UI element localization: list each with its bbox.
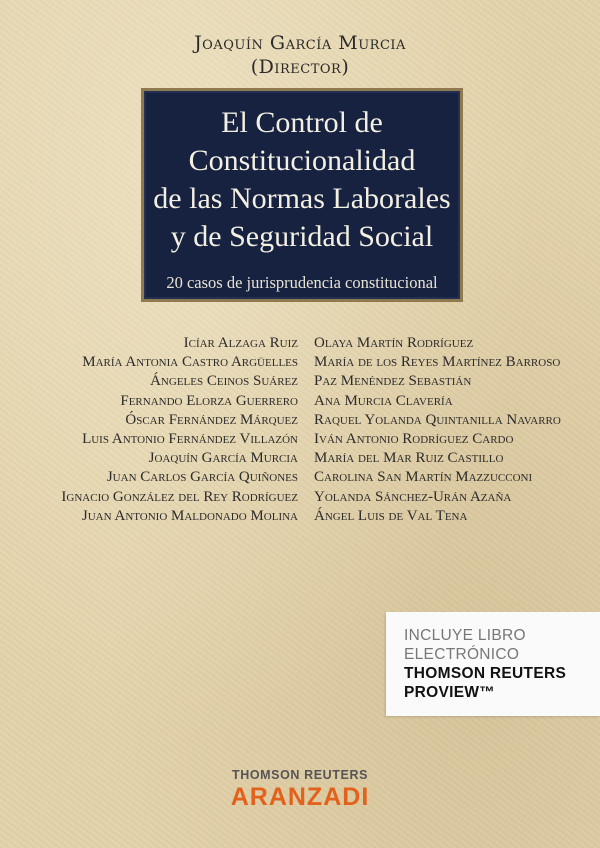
publisher-logo: ARANZADI <box>230 783 370 811</box>
badge-line-3: THOMSON REUTERS <box>404 665 567 682</box>
author-name: Fernando Elorza Guerrero <box>120 392 298 409</box>
author-name: María del Mar Ruiz Castillo <box>314 450 504 467</box>
authors-right-column <box>314 334 561 526</box>
author-name: Juan Carlos García Quiñones <box>106 469 298 486</box>
proview-badge <box>386 612 600 716</box>
author-name: Yolanda Sánchez-Urán Azaña <box>314 488 512 505</box>
author-name: Raquel Yolanda Quintanilla Navarro <box>314 411 561 428</box>
author-name: Luis Antonio Fernández Villazón <box>82 431 298 448</box>
author-name: María Antonia Castro Argüelles <box>82 354 298 371</box>
director-name: Joaquín García Murcia <box>194 32 406 54</box>
badge-line-1: INCLUYE LIBRO <box>404 627 526 644</box>
author-name: Ignacio González del Rey Rodríguez <box>61 488 298 505</box>
title-line-3: de las Normas Laborales <box>153 182 451 215</box>
director-role: (Director) <box>250 56 350 78</box>
title-line-2: Constitucionalidad <box>188 144 416 177</box>
author-name: Olaya Martín Rodríguez <box>314 335 474 351</box>
author-name: Iván Antonio Rodríguez Cardo <box>314 431 514 448</box>
author-name: Ángel Luis de Val Tena <box>314 507 468 524</box>
title-box <box>141 88 463 302</box>
author-name: Juan Antonio Maldonado Molina <box>81 507 298 524</box>
author-name: Ana Murcia Clavería <box>314 392 453 409</box>
authors-left-column <box>61 334 298 526</box>
publisher-parent: THOMSON REUTERS <box>231 768 369 782</box>
author-name: María de los Reyes Martínez Barroso <box>314 354 561 371</box>
author-name: Joaquín García Murcia <box>148 450 298 467</box>
author-name: Ángeles Ceinos Suárez <box>150 373 298 390</box>
author-name: Óscar Fernández Márquez <box>125 411 298 428</box>
subtitle: 20 casos de jurisprudencia constitucional <box>166 273 438 292</box>
author-name: Icíar Alzaga Ruiz <box>183 335 298 351</box>
badge-line-4: PROVIEW™ <box>404 684 496 701</box>
title-line-4: y de Seguridad Social <box>170 220 434 253</box>
title-line-1: El Control de <box>221 106 383 139</box>
author-name: Carolina San Martín Mazzucconi <box>314 469 533 486</box>
badge-line-2: ELECTRÓNICO <box>404 646 520 663</box>
author-name: Paz Menéndez Sebastián <box>314 373 472 390</box>
